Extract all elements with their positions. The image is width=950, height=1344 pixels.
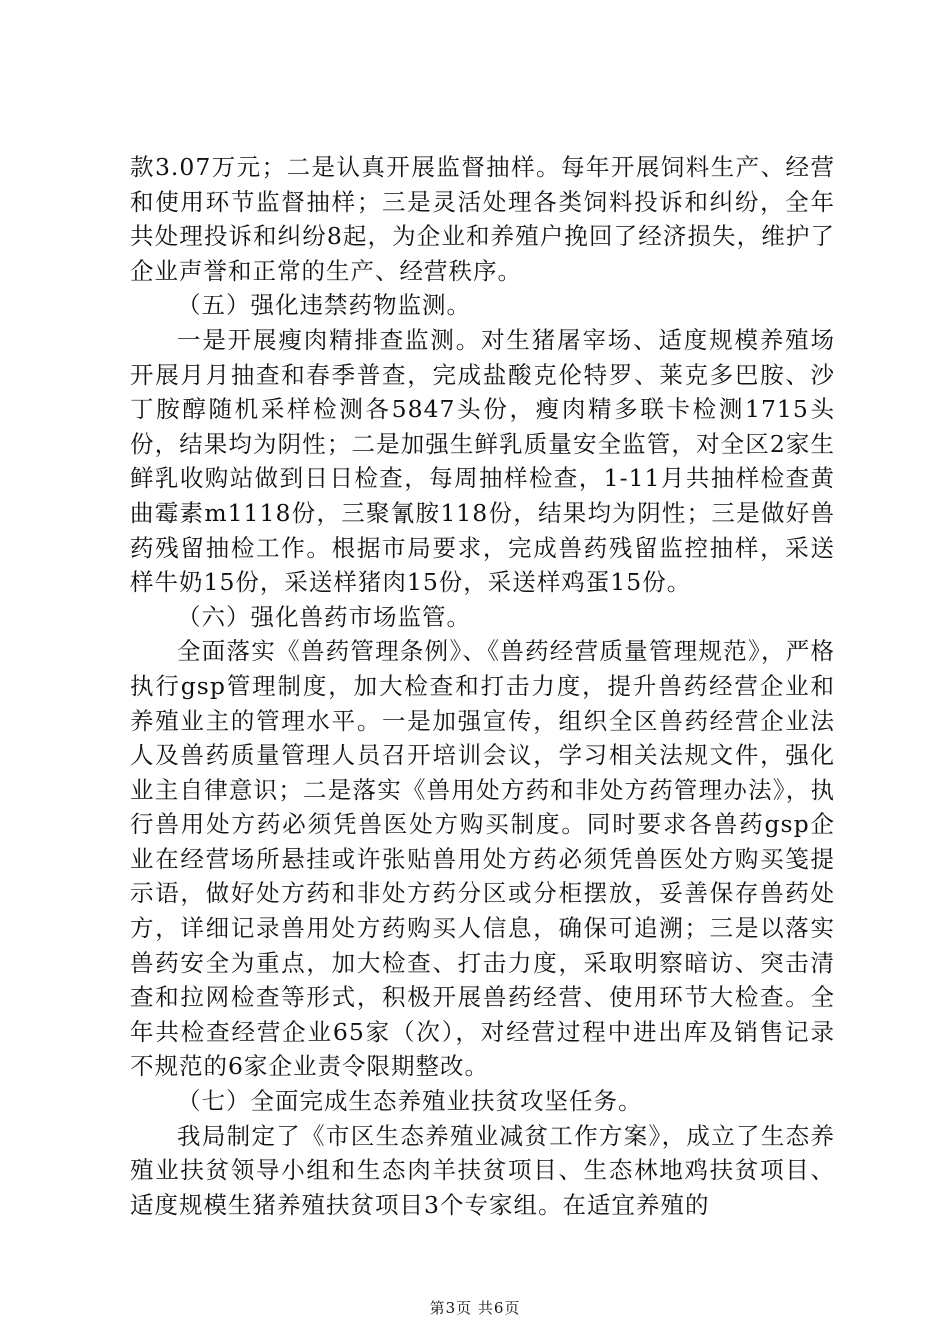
heading-ecological-poverty-alleviation: （七）全面完成生态养殖业扶贫攻坚任务。 xyxy=(177,1087,643,1116)
paragraph-feed-penalty-continuation: 款3.07万元；二是认真开展监督抽样。每年开展饲料生产、经营和使用环节监督抽样；三是灵活处理各类饲料投诉和纠纷，全年共处理投诉和纠纷8起，为企业和养殖户挽回了经济损失，维护了企业声誉和正常的生产、经营秩序。 xyxy=(130,153,835,285)
page-number-footer: 第3页 共6页 xyxy=(429,1299,521,1317)
paragraph-banned-drug-monitoring: 一是开展瘦肉精排查监测。对生猪屠宰场、适度规模养殖场开展月月抽查和春季普查，完成盐酸克伦特罗、莱克多巴胺、沙丁胺醇随机采样检测各5847头份，瘦肉精多联卡检测1715头份，结果均为阴性；二是加强生鲜乳质量安全监管，对全区2家生鲜乳收购站做到日日检查，每周抽样检查，1-11月共抽样检查黄曲霉素m1118份，三聚氰胺118份，结果均为阴性；三是做好兽药残留抽检工作。根据市局要求，完成兽药残留监控抽样，采送样牛奶15份，采送样猪肉15份，采送样鸡蛋15份。 xyxy=(130,325,835,597)
heading-vet-drug-market: （六）强化兽药市场监管。 xyxy=(177,602,471,631)
document-body xyxy=(130,150,835,1222)
paragraph-ecological-poverty-alleviation: 我局制定了《市区生态养殖业减贫工作方案》，成立了生态养殖业扶贫领导小组和生态肉羊扶贫项目、生态林地鸡扶贫项目、适度规模生猪养殖扶贫项目3个专家组。在适宜养殖的 xyxy=(130,1121,835,1219)
paragraph-vet-drug-market: 全面落实《兽药管理条例》、《兽药经营质量管理规范》，严格执行gsp管理制度，加大检查和打击力度，提升兽药经营企业和养殖业主的管理水平。一是加强宣传，组织全区兽药经营企业法人及兽药质量管理人员召开培训会议，学习相关法规文件，强化业主自律意识；二是落实《兽用处方药和非处方药管理办法》，执行兽用处方药必须凭兽医处方购买制度。同时要求各兽药gsp企业在经营场所悬挂或许张贴兽用处方药必须凭兽医处方购买笺提示语，做好处方药和非处方药分区或分柜摆放，妥善保存兽药处方，详细记录兽用处方药购买人信息，确保可追溯；三是以落实兽药安全为重点，加大检查、打击力度，采取明察暗访、突击清查和拉网检查等形式，积极开展兽药经营、使用环节大检查。全年共检查经营企业65家（次），对经营过程中进出库及销售记录不规范的6家企业责令限期整改。 xyxy=(130,637,835,1081)
heading-banned-drug-monitoring: （五）强化违禁药物监测。 xyxy=(177,291,471,320)
